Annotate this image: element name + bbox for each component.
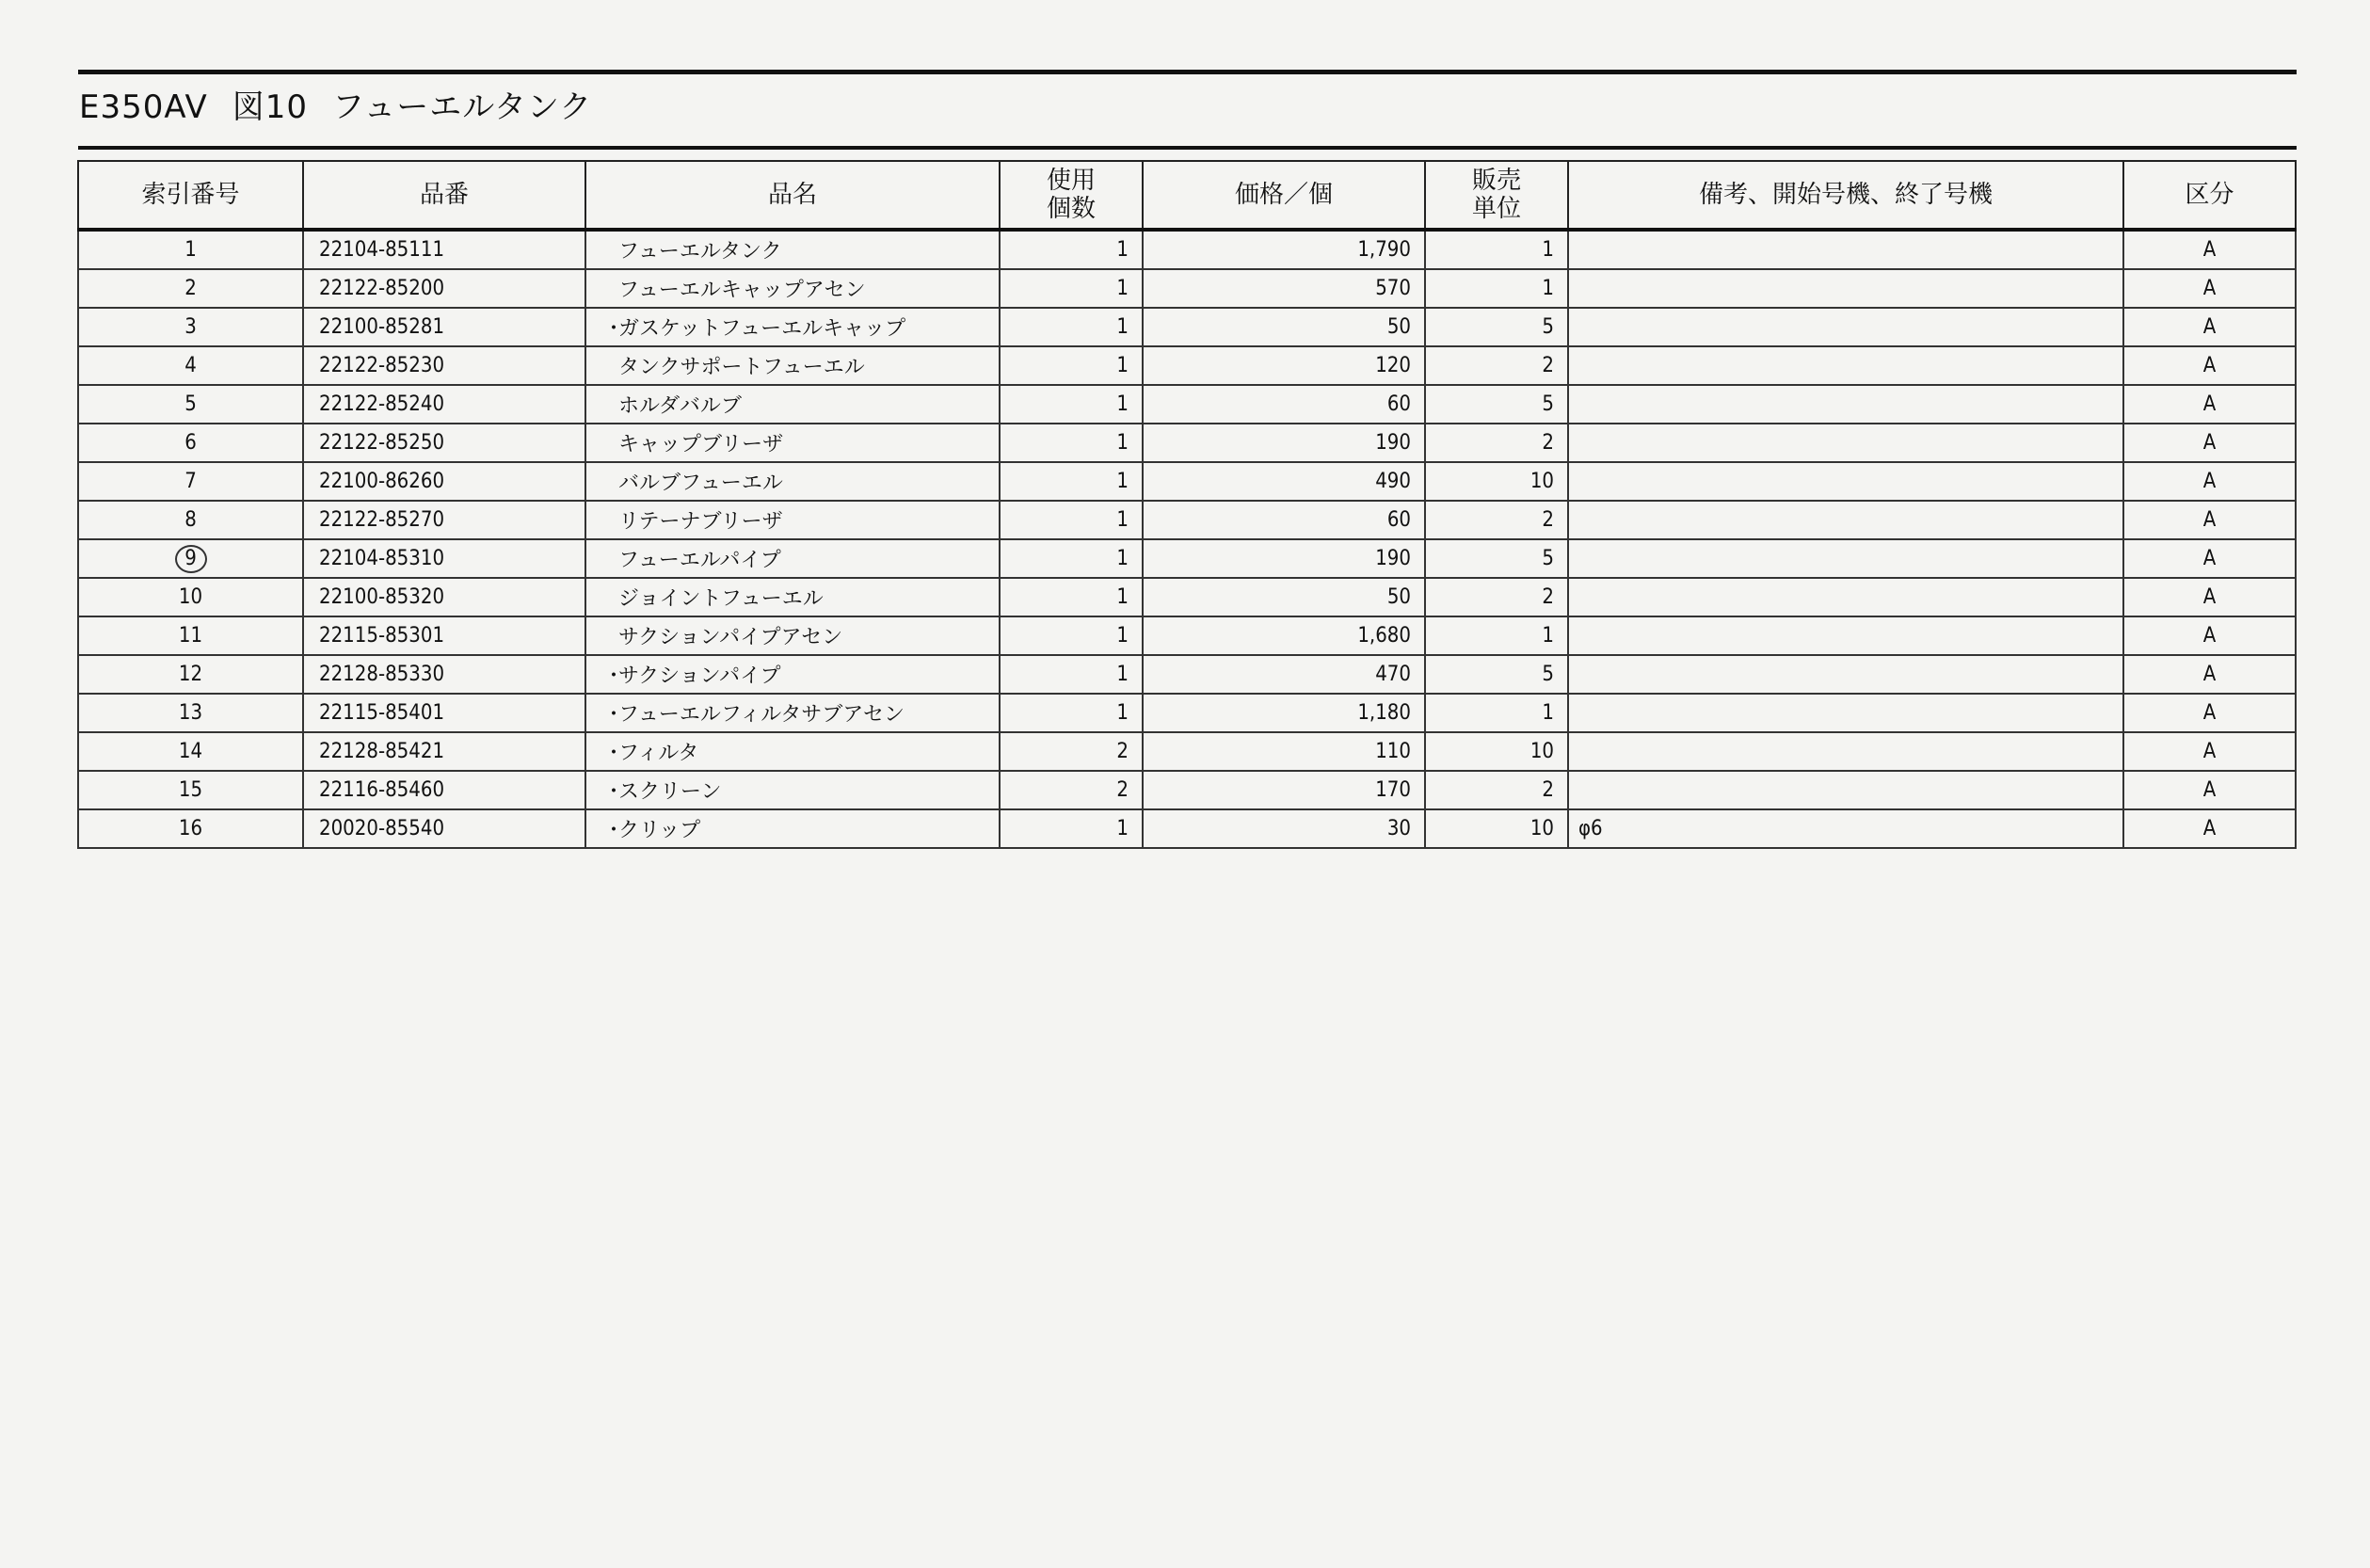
table-row [78,308,2296,346]
row-price: 110 [1143,732,1425,771]
row-part-name [585,809,1000,848]
row-part-number: 22104-85111 [303,230,585,269]
parts-table [77,160,2297,849]
row-remarks [1568,269,2123,308]
row-sales-unit: 1 [1425,230,1568,269]
sub-item-marker: ・ [603,819,625,842]
table-row [78,230,2296,269]
table-row [78,462,2296,501]
row-part-name-text: キャップブリーザ [618,433,784,456]
row-part-name-wrap [603,433,783,456]
row-remarks [1568,424,2123,462]
row-sales-unit: 5 [1425,308,1568,346]
row-part-name-text: クリップ [618,819,701,842]
table-row [78,578,2296,616]
row-class: A [2123,694,2296,732]
header-index: 索引番号 [78,161,303,230]
row-part-name-wrap [603,549,781,572]
row-quantity: 1 [1000,269,1143,308]
row-remarks [1568,732,2123,771]
row-sales-unit: 2 [1425,578,1568,616]
row-price: 470 [1143,655,1425,694]
table-row [78,501,2296,539]
row-index: 16 [78,809,303,848]
row-part-name [585,230,1000,269]
row-part-name-text: フューエルフィルタサブアセン [618,703,905,727]
row-part-name-text: ホルダバルブ [618,394,742,418]
row-part-name-text: ジョイントフューエル [618,587,824,611]
row-remarks [1568,616,2123,655]
row-part-name-wrap [603,356,865,379]
row-remarks [1568,308,2123,346]
row-quantity: 1 [1000,655,1143,694]
header-part-name: 品名 [585,161,1000,230]
row-part-name-wrap [603,510,783,534]
row-sales-unit: 10 [1425,732,1568,771]
row-sales-unit: 1 [1425,616,1568,655]
row-part-name-wrap [603,626,842,649]
row-part-name-text: フューエルキャップアセン [618,279,866,302]
row-remarks: φ6 [1568,809,2123,848]
row-index [78,539,303,578]
row-part-name-wrap [603,742,698,765]
figure-name: フューエルタンク [332,88,593,126]
row-part-name-wrap [603,664,780,688]
row-class: A [2123,809,2296,848]
row-quantity: 1 [1000,616,1143,655]
row-part-name [585,346,1000,385]
row-part-name-wrap [603,587,824,611]
row-part-number: 22100-86260 [303,462,585,501]
row-part-name-wrap [603,780,722,804]
row-price: 170 [1143,771,1425,809]
table-row [78,346,2296,385]
row-part-name [585,269,1000,308]
row-index: 14 [78,732,303,771]
row-part-number: 22104-85310 [303,539,585,578]
row-index: 4 [78,346,303,385]
row-sales-unit: 5 [1425,385,1568,424]
row-part-name [585,539,1000,578]
row-quantity: 1 [1000,346,1143,385]
row-part-name-wrap [603,703,905,727]
row-quantity: 1 [1000,694,1143,732]
row-part-number: 22122-85230 [303,346,585,385]
row-index: 6 [78,424,303,462]
row-class: A [2123,462,2296,501]
row-sales-unit: 10 [1425,462,1568,501]
row-part-number: 22122-85200 [303,269,585,308]
row-price: 50 [1143,308,1425,346]
table-header-row [78,161,2296,230]
table-row [78,809,2296,848]
row-quantity: 1 [1000,578,1143,616]
row-price: 50 [1143,578,1425,616]
header-quantity [1000,161,1143,230]
row-part-name [585,616,1000,655]
row-remarks [1568,694,2123,732]
row-class: A [2123,385,2296,424]
sub-item-marker: ・ [603,742,625,765]
row-quantity: 1 [1000,462,1143,501]
row-index: 1 [78,230,303,269]
parts-table-body [78,230,2296,848]
model-name: E350AV [79,88,208,126]
row-sales-unit: 1 [1425,694,1568,732]
row-price: 490 [1143,462,1425,501]
row-part-name-text: ガスケットフューエルキャップ [618,317,906,341]
table-row [78,539,2296,578]
sub-item-marker: ・ [603,703,625,727]
row-sales-unit: 5 [1425,655,1568,694]
row-part-number: 22128-85330 [303,655,585,694]
row-part-number: 22122-85250 [303,424,585,462]
row-part-name-text: リテーナブリーザ [618,510,783,534]
row-quantity: 2 [1000,771,1143,809]
header-sales-unit-line2: 単位 [1471,195,1521,223]
row-quantity: 1 [1000,230,1143,269]
row-index: 5 [78,385,303,424]
row-price: 60 [1143,501,1425,539]
row-part-number: 22122-85270 [303,501,585,539]
row-price: 190 [1143,539,1425,578]
row-class: A [2123,501,2296,539]
row-part-name-text: フィルタ [618,742,699,765]
row-quantity: 1 [1000,501,1143,539]
row-part-name-wrap [603,317,905,341]
row-part-name-text: フューエルタンク [618,240,782,264]
row-quantity: 2 [1000,732,1143,771]
row-part-name [585,385,1000,424]
row-price: 1,790 [1143,230,1425,269]
row-price: 60 [1143,385,1425,424]
row-index: 2 [78,269,303,308]
row-class: A [2123,539,2296,578]
row-part-number: 22115-85301 [303,616,585,655]
header-class: 区分 [2123,161,2296,230]
circled-index-mark: 9 [175,545,207,573]
row-part-name-wrap [603,819,700,842]
row-class: A [2123,308,2296,346]
row-class: A [2123,269,2296,308]
page-title [79,81,617,127]
sub-item-marker: ・ [603,317,625,341]
row-sales-unit: 10 [1425,809,1568,848]
top-rule [78,70,2297,74]
row-index: 3 [78,308,303,346]
header-part-number: 品番 [303,161,585,230]
row-price: 1,180 [1143,694,1425,732]
row-sales-unit: 2 [1425,346,1568,385]
row-sales-unit: 1 [1425,269,1568,308]
row-part-number: 22100-85320 [303,578,585,616]
row-part-name [585,462,1000,501]
row-part-name [585,424,1000,462]
row-index: 13 [78,694,303,732]
row-class: A [2123,346,2296,385]
table-row [78,732,2296,771]
row-class: A [2123,424,2296,462]
row-remarks [1568,501,2123,539]
row-quantity: 1 [1000,809,1143,848]
row-remarks [1568,578,2123,616]
row-index: 10 [78,578,303,616]
row-class: A [2123,578,2296,616]
row-part-number: 22128-85421 [303,732,585,771]
table-row [78,655,2296,694]
row-index: 11 [78,616,303,655]
row-price: 120 [1143,346,1425,385]
figure-number: 図10 [232,88,308,126]
row-part-name [585,501,1000,539]
row-part-name-wrap [603,240,782,264]
row-part-name-text: バルブフューエル [618,472,783,495]
row-remarks [1568,385,2123,424]
row-part-name [585,655,1000,694]
row-sales-unit: 2 [1425,501,1568,539]
row-sales-unit: 2 [1425,771,1568,809]
table-row [78,771,2296,809]
header-rule [78,146,2297,150]
row-part-name-wrap [603,472,783,495]
row-price: 1,680 [1143,616,1425,655]
row-index: 8 [78,501,303,539]
row-index: 7 [78,462,303,501]
row-part-name-wrap [603,279,866,302]
sub-item-marker: ・ [603,664,625,688]
row-remarks [1568,230,2123,269]
row-part-name [585,771,1000,809]
row-part-name-wrap [603,394,742,418]
table-row [78,694,2296,732]
row-index: 12 [78,655,303,694]
row-sales-unit: 2 [1425,424,1568,462]
row-part-name [585,694,1000,732]
table-row [78,269,2296,308]
table-row [78,385,2296,424]
row-part-name [585,732,1000,771]
header-sales-unit-line1: 販売 [1471,167,1521,195]
row-remarks [1568,462,2123,501]
row-price: 30 [1143,809,1425,848]
row-remarks [1568,539,2123,578]
header-price: 価格／個 [1143,161,1425,230]
header-sales-unit [1425,161,1568,230]
header-quantity-line1: 使用 [1046,167,1096,195]
row-price: 570 [1143,269,1425,308]
row-quantity: 1 [1000,539,1143,578]
row-part-number: 22116-85460 [303,771,585,809]
row-part-name-text: サクションパイプアセン [618,626,843,649]
row-quantity: 1 [1000,424,1143,462]
row-part-number: 22115-85401 [303,694,585,732]
row-class: A [2123,771,2296,809]
row-part-name-text: タンクサポートフューエル [618,356,865,379]
row-quantity: 1 [1000,308,1143,346]
row-part-name-text: フューエルパイプ [618,549,781,572]
row-part-name-text: スクリーン [618,780,722,804]
row-part-number: 20020-85540 [303,809,585,848]
row-remarks [1568,655,2123,694]
row-part-number: 22122-85240 [303,385,585,424]
row-class: A [2123,230,2296,269]
row-remarks [1568,346,2123,385]
row-class: A [2123,655,2296,694]
row-quantity: 1 [1000,385,1143,424]
row-class: A [2123,732,2296,771]
row-remarks [1568,771,2123,809]
table-row [78,616,2296,655]
header-quantity-line2: 個数 [1046,195,1096,223]
row-part-name [585,578,1000,616]
row-part-name-text: サクションパイプ [618,664,781,688]
row-index: 15 [78,771,303,809]
row-sales-unit: 5 [1425,539,1568,578]
row-part-name [585,308,1000,346]
table-row [78,424,2296,462]
sub-item-marker: ・ [603,780,625,804]
row-class: A [2123,616,2296,655]
row-part-number: 22100-85281 [303,308,585,346]
header-remarks: 備考、開始号機、終了号機 [1568,161,2123,230]
row-price: 190 [1143,424,1425,462]
